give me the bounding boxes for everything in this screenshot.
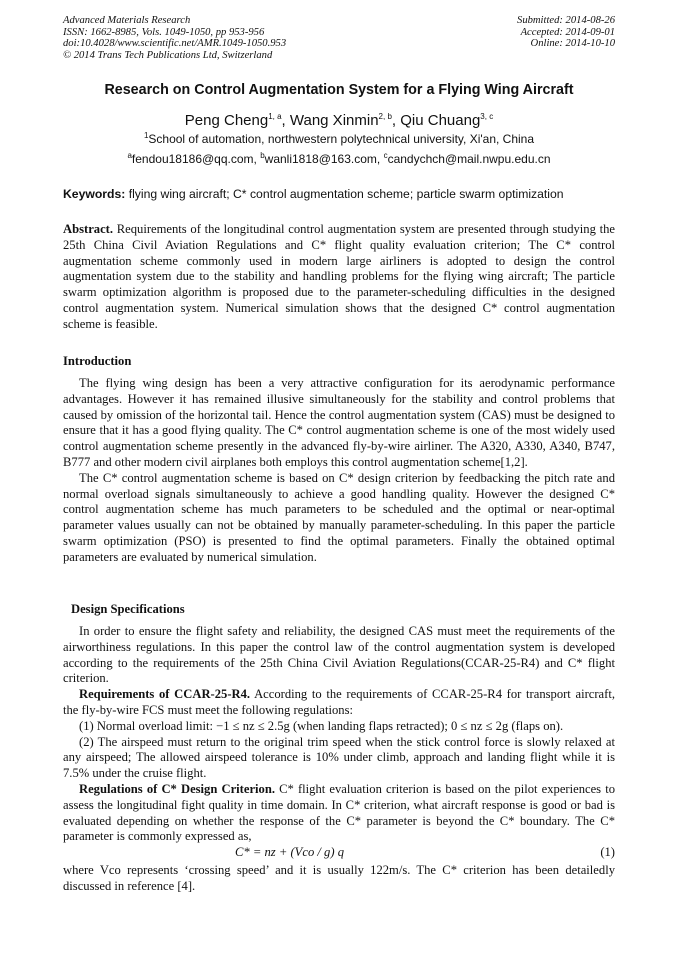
journal-info [63, 15, 286, 61]
author-name: Peng Cheng [184, 112, 269, 129]
accepted-date: Accepted: 2014-09-01 [520, 26, 615, 38]
journal-copyright: © 2014 Trans Tech Publications Ltd, Switzerland [63, 49, 273, 61]
cstar-text: C* flight evaluation criterion is based on the pilot experiences to assess the longitudinal fight quality in time domain. In C* criterion, what aircraft response is good or bad is evaluated depending on whether the response of the C* parameter is beyond the C* boundary. The C* parameter is commonly expressed as, [63, 781, 616, 844]
affiliation-text: School of automation, northwestern polytechnical university, Xi'an, China [148, 132, 535, 146]
author-sup: 1, a [268, 112, 282, 121]
email-address[interactable]: candychch@mail.nwpu.edu.cn [387, 152, 551, 166]
author-sup: 2, b [378, 112, 392, 121]
email-address[interactable]: wanli1818@163.com, [264, 152, 384, 166]
email-sup: b [260, 151, 265, 160]
after-equation-text: where Vco represents ‘crossing speed’ and it is usually 122m/s. The C* criterion has been detailedly discussed in reference [4]. [63, 863, 615, 893]
author-list [0, 112, 678, 129]
email-sup: c [383, 151, 388, 160]
design-paragraph-1: In order to ensure the flight safety and reliability, the designed CAS must meet the requirements of the airworthiness regulations. In this paper the control law of the control augmentation system is developed according to the requirements of the 25th China Civil Aviation Regulations(CCAR-25-R4) and C* flight criterion. [63, 624, 615, 686]
submission-dates [517, 15, 615, 50]
affiliation-sup: 1 [143, 131, 149, 140]
journal-issn: ISSN: 1662-8985, Vols. 1049-1050, pp 953-956 [63, 26, 265, 38]
journal-name: Advanced Materials Research [63, 15, 191, 26]
abstract-label: Abstract. [63, 222, 114, 236]
keywords-label: Keywords: [63, 187, 126, 201]
author-sup: 3, c [480, 112, 494, 121]
intro-paragraph-1: The flying wing design has been a very attractive configuration for its aerodynamic performance advantages. However it has remained illusive simultaneously for the stability and control problems that caused by omission of the horizontal tail. Hence the control augmentation system (CAS) must be designed to ensure that it has a good flying quality. The C* control augmentation scheme is one of the most widely used control augmentation scheme presently in the advanced fly-by-wire airliner. The A320, A330, A340, B747, B777 and other modern civil airplanes both employs this control augmentation scheme[1,2]. [63, 376, 615, 469]
author-name: Qiu Chuang [400, 112, 481, 129]
email-address[interactable]: fendou18186@qq.com, [131, 152, 261, 166]
submitted-date: Submitted: 2014-08-26 [517, 15, 615, 26]
abstract [63, 222, 615, 333]
design-heading: Design Specifications [71, 602, 185, 616]
equation-body: C* = nz + (Vco / g) q [235, 845, 344, 860]
requirements-label: Requirements of CCAR-25-R4. [79, 687, 251, 702]
equation-number: (1) [600, 845, 615, 860]
online-date: Online: 2014-10-10 [530, 38, 615, 50]
paper-title: Research on Control Augmentation System for a Flying Wing Aircraft [104, 82, 574, 98]
abstract-text: Requirements of the longitudinal control augmentation system are presented through studying the 25th China Civil Aviation Regulations and C* flight quality evaluation criterion; The C* control augmentation scheme commonly used in modern large airliners is adopted to design the control augmentation system due to the stability and handling problems for the flying wing aircraft; The particle swarm optimization algorithm is proposed due to the parameter-scheduling difficulties in the designed control augmentation system. Numerical simulation shows that the designed C* control augmentation scheme is feasible. [63, 222, 615, 331]
requirements-text: According to the requirements of CCAR-25-R4 for transport aircraft, the fly-by-wire FCS must meet the following regulations: [63, 687, 615, 717]
introduction-heading: Introduction [63, 354, 132, 368]
email-list [0, 152, 678, 166]
keywords-text: flying wing aircraft; C* control augmentation scheme; particle swarm optimization [128, 187, 564, 201]
journal-doi[interactable]: doi:10.4028/www.scientific.net/AMR.1049-1050.953 [63, 38, 287, 50]
cstar-label: Regulations of C* Design Criterion. [79, 781, 276, 796]
author-name: Wang Xinmin [289, 112, 379, 129]
keywords [63, 187, 623, 201]
introduction-body [63, 376, 615, 566]
design-body [63, 624, 615, 895]
requirement-1: (1) Normal overload limit: −1 ≤ nz ≤ 2.5g (when landing flaps retracted); 0 ≤ nz ≤ 2g (flaps on). [79, 718, 564, 733]
author-sep: , [281, 112, 290, 129]
affiliation [0, 132, 678, 146]
equation-1 [63, 845, 615, 863]
author-sep: , [391, 112, 401, 129]
intro-paragraph-2: The C* control augmentation scheme is based on C* design criterion by feedbacking the pitch rate and normal overload signals simultaneously to achieve a good handling quality. However the designed C* control augmentation scheme has much parameters to be scheduled and the optimal or near-optimal parameter values usually can not be obtained by manually parameter-scheduling. In this paper the particle swarm optimization (PSO) is presented to find the optimal parameters. Finally the obtained optimal parameters are evaluated by numerical simulation. [63, 470, 615, 564]
requirement-2: (2) The airspeed must return to the original trim speed when the stick control force is slowly relaxed at any airspeed; The allowed airspeed tolerance is 10% under climb, approach and landing flight while it is 7.5% under the cruise flight. [63, 734, 615, 781]
email-sup: a [127, 151, 132, 160]
